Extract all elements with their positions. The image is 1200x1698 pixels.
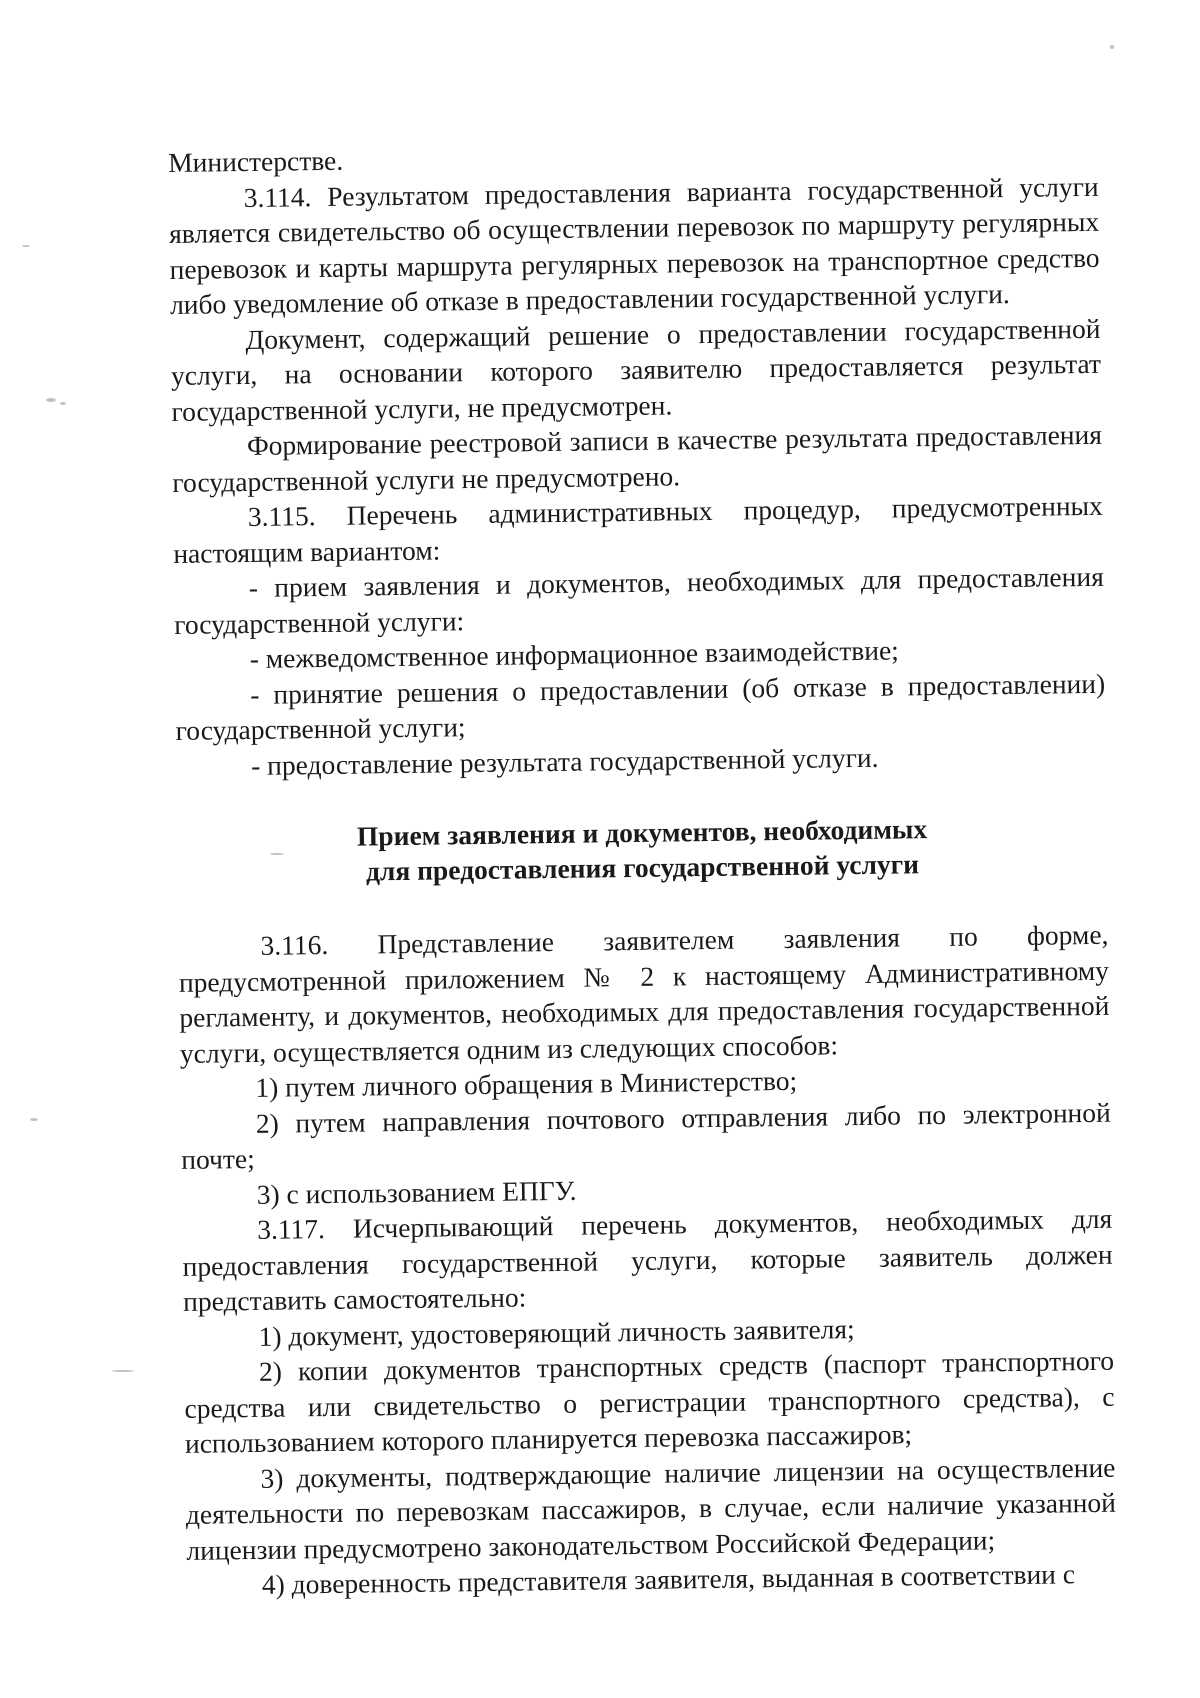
paragraph: Формирование реестровой записи в качестве результата предоставления государственной услуги не предусмотрено. [172,418,1103,498]
paragraph: 3.117. Исчерпывающий перечень документов, необходимых для предоставления государственной услуги, которые заявитель должен представить самостоятельно: [182,1202,1113,1317]
scan-speck [1110,45,1114,49]
paragraph: 3.114. Результатом предоставления варианта государственной услуги является свидетельство об осуществлении перевозок по маршруту регулярных перевозок и карты маршрута регулярных перевозок на транспортное средство либо уведомление об отказе в предоставлении государственной услуги. [168,170,1100,320]
list-item: 1) документ, удостоверяющий личность заявителя; [258,1312,855,1352]
document-body [168,133,1117,1604]
scan-speck [22,245,30,247]
list-item: 3) документы, подтверждающие наличие лицензии на осуществление деятельности по перевозкам пассажиров, в случае, если наличие указанной лицензии предусмотрено законодательством Российской Федерации; [185,1451,1117,1566]
list-item: - межведомственное информационное взаимодействие; [249,634,900,674]
scan-speck [60,402,66,405]
list-item: - прием заявления и документов, необходимых для предоставления государственной услуги: [174,560,1104,640]
paragraph: Документ, содержащий решение о предоставлении государственной услуги, на основании которого заявителю предоставляется результат государственной услуги, не предусмотрен. [170,312,1102,427]
scan-speck [46,398,56,402]
section-heading-line: Прием заявления и документов, необходимых [356,813,928,852]
list-item: - предоставление результата государственной услуги. [250,741,879,781]
list-item: 4) доверенность представителя заявителя, выданная в соответствии с [261,1558,1076,1600]
paragraph: Министерстве. [168,144,344,178]
section-heading [177,809,1108,891]
paragraph: 3.115. Перечень административных процедур, предусмотренных настоящим вариантом: [173,489,1103,569]
section-heading-line: для предоставления государственной услуги [365,848,920,887]
list-item: 2) путем направления почтового отправления либо по электронной почте; [181,1096,1111,1175]
list-item: 1) путем личного обращения в Министерство; [255,1064,798,1103]
paragraph: 3.116. Представление заявителем заявления по форме, предусмотренной приложением № 2 к настоящему Административному регламенту, и документов, необходимых для предоставления государственной услуги, осуществляется одним из следующих способов: [178,918,1110,1069]
list-item: - принятие решения о предоставлении (об отказе в предоставлении) государственной услуги; [175,667,1106,746]
scan-speck [30,1118,38,1121]
list-item: 3) с использованием ЕПГУ. [256,1174,577,1210]
list-item: 2) копии документов транспортных средств (паспорт транспортного средства или свидетельство о регистрации транспортного средства), с использованием которого планируется перевозка пассажиров; [184,1344,1115,1459]
scan-speck [112,1370,134,1372]
